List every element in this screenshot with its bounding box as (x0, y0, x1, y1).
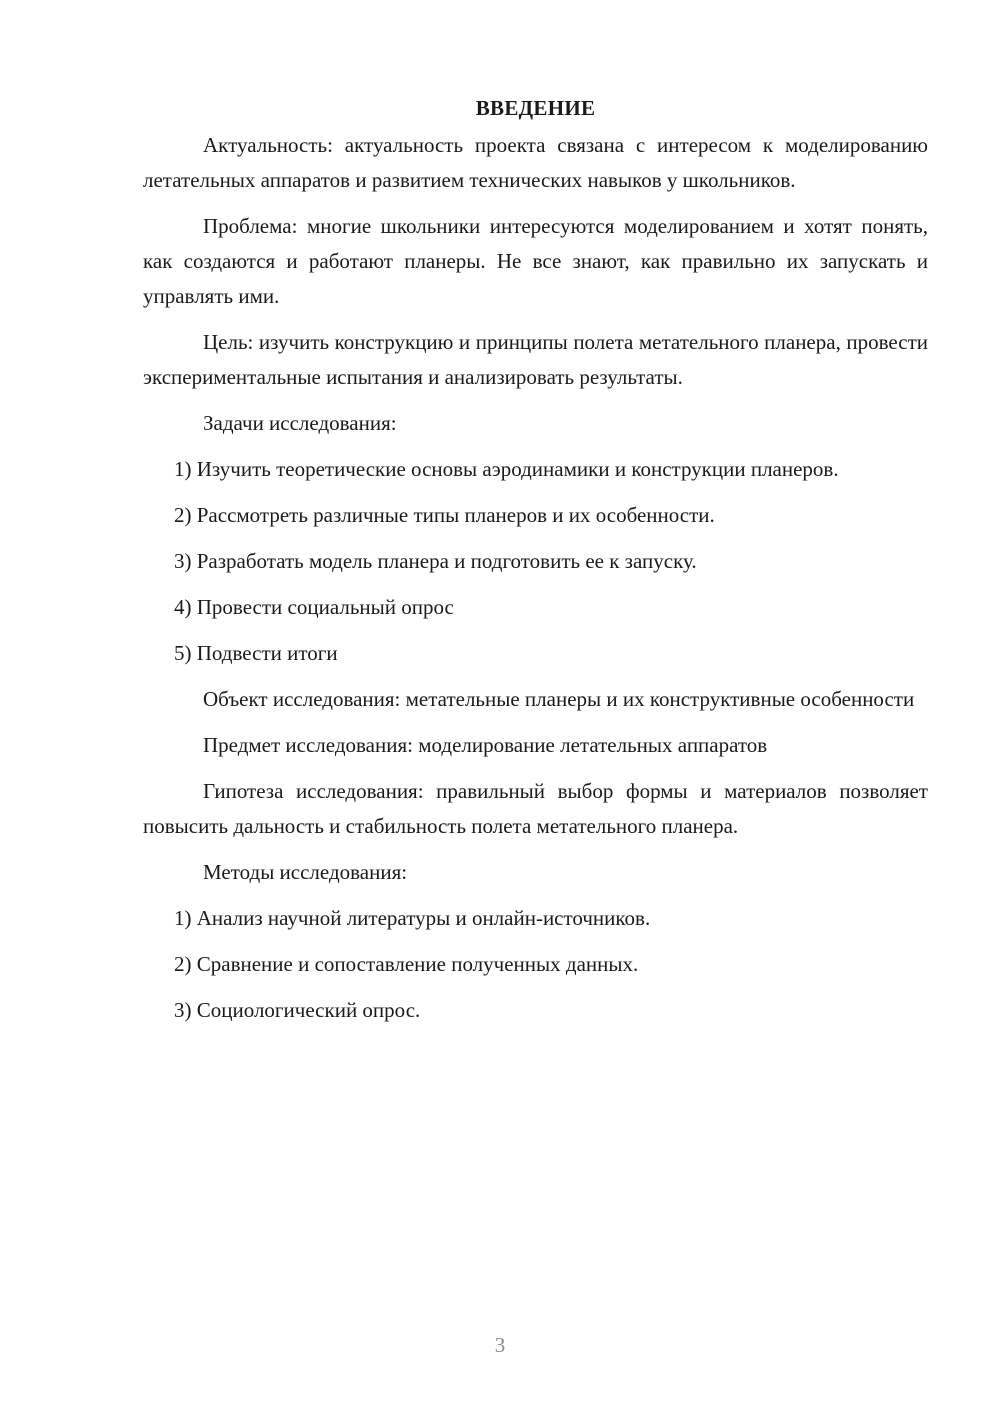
methods-heading: Методы исследования: (203, 860, 408, 884)
goal-paragraph: Цель: изучить конструкцию и принципы полета метательного планера, провести экспериментальные испытания и анализировать результаты. (143, 330, 928, 389)
object-paragraph: Объект исследования: метательные планеры и их конструктивные особенности (203, 687, 915, 711)
method-item: 3) Социологический опрос. (174, 998, 421, 1022)
relevance-paragraph: Актуальность: актуальность проекта связана с интересом к моделированию летательных аппаратов и развитием технических навыков у школьников. (143, 133, 928, 192)
task-item: 3) Разработать модель планера и подготовить ее к запуску. (174, 549, 697, 573)
method-item: 2) Сравнение и сопоставление полученных данных. (174, 952, 639, 976)
document-page (143, 90, 928, 1039)
page-number: 3 (494, 1333, 506, 1357)
subject-paragraph: Предмет исследования: моделирование летательных аппаратов (203, 733, 768, 757)
task-item: 2) Рассмотреть различные типы планеров и их особенности. (174, 503, 715, 527)
task-item: 1) Изучить теоретические основы аэродинамики и конструкции планеров. (174, 457, 839, 481)
page-title: ВВЕДЕНИЕ (475, 96, 596, 120)
hypothesis-paragraph: Гипотеза исследования: правильный выбор формы и материалов позволяет повысить дальность и стабильность полета метательного планера. (143, 779, 928, 838)
problem-paragraph: Проблема: многие школьники интересуются моделированием и хотят понять, как создаются и работают планеры. Не все знают, как правильно их запускать и управлять ими. (143, 214, 928, 308)
tasks-heading: Задачи исследования: (203, 411, 397, 435)
task-item: 4) Провести социальный опрос (174, 595, 454, 619)
method-item: 1) Анализ научной литературы и онлайн-источников. (174, 906, 651, 930)
task-item: 5) Подвести итоги (174, 641, 338, 665)
